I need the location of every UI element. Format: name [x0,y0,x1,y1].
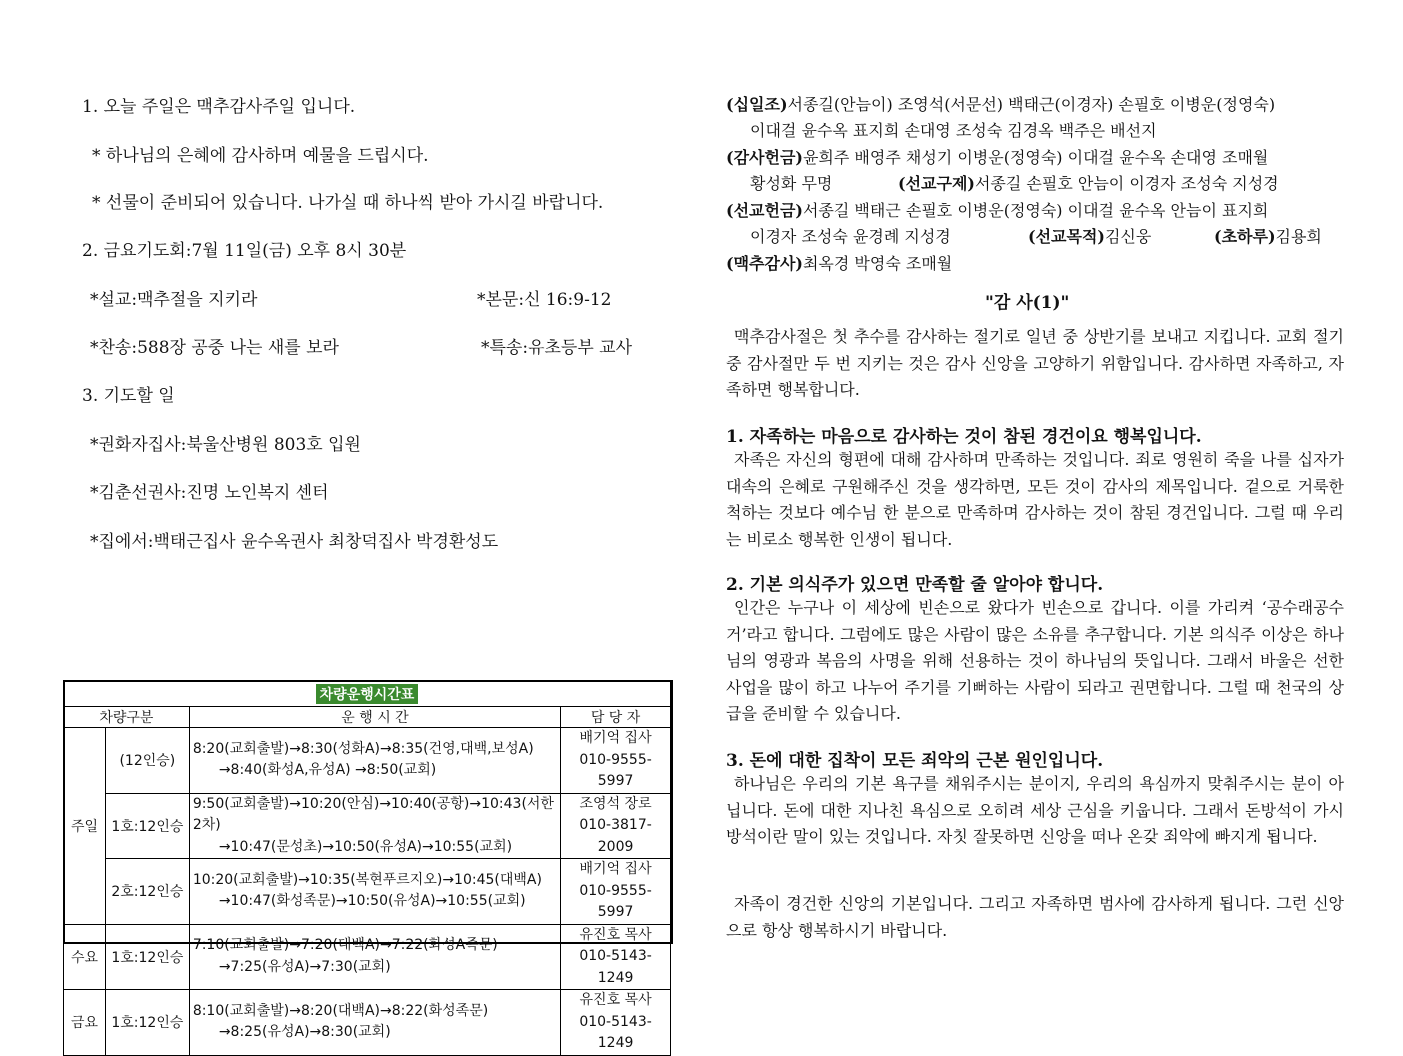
tithe-names-2: 이대걸 윤수옥 표지희 손대영 조성숙 김경옥 백주은 배선지 [750,121,1157,140]
route-line: →8:40(화성A,유성A) →8:50(교회) [218,762,437,779]
sabbath-names: 김용희 [1275,227,1322,246]
header-time: 운 행 시 간 [189,707,560,728]
tithe-label: (십일조) [726,95,788,114]
table-row [64,990,671,1056]
person-name: 배기억 집사 [579,861,652,877]
route-line: 10:20(교회출발)→10:35(복현푸르지오)→10:45(대백A) [192,871,542,888]
relief-label: (선교구제) [898,174,975,193]
person-name: 유진호 목사 [579,926,652,943]
notice-1-offering: * 하나님의 은혜에 감사하며 예물을 드립시다. [92,146,429,166]
special-song: *특송:유초등부 교사 [481,338,633,358]
person-phone: 010-9555-5997 [579,882,652,920]
route-line: →8:25(유성A)→8:30(교회) [218,1024,391,1041]
article-title: "감 사(1)" [985,293,1070,313]
person-phone: 010-5143-1249 [579,1013,652,1051]
vehicle-cell: 1호:12인승 [105,990,189,1056]
prayer-item-1: *권화자집사:북울산병원 803호 입원 [90,435,361,455]
person-phone: 010-5143-1249 [579,948,652,986]
mission-label: (선교헌금) [726,201,803,220]
route-line: 8:10(교회출발)→8:20(대백A)→8:22(화성족문) [192,1002,489,1019]
route-line: →10:47(문성초)→10:50(유성A)→10:55(교회) [218,838,513,855]
table-row [64,728,671,794]
vehicle-cell: 2호:12인승 [105,859,189,925]
sabbath-label: (초하루) [1214,227,1276,246]
header-person: 담 당 자 [561,707,671,728]
person-name: 유진호 목사 [579,992,652,1008]
day-friday: 금요 [64,990,106,1056]
route-line: 7:10(교회출발)→7:20(대백A)→7:22(화성A족문) [192,937,498,954]
notice-2: 2. 금요기도회:7월 11일(금) 오후 8시 30분 [82,241,407,261]
route-line: →10:47(화성족문)→10:50(유성A)→10:55(교회) [218,893,526,910]
thanks-names: 윤희주 배영주 채성기 이병운(정영숙) 이대걸 윤수옥 손대영 조매월 [802,148,1269,167]
target-label: (선교목적) [1028,227,1105,246]
notice-1: 1. 오늘 주일은 맥추감사주일 입니다. [82,97,356,117]
harvest-label: (맥추감사) [726,254,803,273]
route-line: →7:25(유성A)→7:30(교회) [218,958,391,975]
harvest-names: 최옥경 박영숙 조매월 [802,254,953,273]
article-heading-2: 2. 기본 의식주가 있으면 만족할 줄 알아야 합니다. [726,575,1104,595]
table-row [64,859,671,925]
notice-3: 3. 기도할 일 [82,386,175,406]
article-paragraph-2: 인간은 누구나 이 세상에 빈손으로 왔다가 빈손으로 갑니다. 이를 가리켜 ‘공수래공수거’라고 합니다. 그럼에도 많은 사람이 많은 소유를 추구합니다. 기본 의식주 이상은 하나님의 영광과 복음의 사명을 위해 선용하는 것이 하나님의 뜻입니다. 그래서 바울은 선한 사업을 많이 하고 나누어 주기를 기뻐하는 사람이 되라고 권면합니다. 그럴 때 천국의 상급을 준비할 수 있습니다. [726,598,1344,723]
vehicle-cell: 1호:12인승 [105,924,189,990]
route-line: 8:20(교회출발)→8:30(성화A)→8:35(건영,대백,보성A) [192,740,534,757]
prayer-item-2: *김춘선권사:진명 노인복지 센터 [90,483,329,503]
article-intro: 맥추감사절은 첫 추수를 감사하는 절기로 일년 중 상반기를 보내고 지킵니다. 교회 절기 중 감사절만 두 번 지키는 것은 감사 신앙을 고양하기 위함입니다. 감사하면 자족하고, 자족하면 행복합니다. [726,327,1344,399]
article-heading-1: 1. 자족하는 마음으로 감사하는 것이 참된 경건이요 행복입니다. [726,427,1202,447]
day-wednesday: 수요 [64,924,106,990]
relief-names: 서종길 손필호 안늠이 이경자 조성숙 지성경 [974,174,1279,193]
article-paragraph-4: 자족이 경건한 신앙의 기본입니다. 그리고 자족하면 범사에 감사하게 됩니다. 그런 신앙으로 항상 행복하시기 바랍니다. [726,894,1344,940]
schedule-title: 차량운행시간표 [316,684,419,704]
thanks-label: (감사헌금) [726,148,803,167]
person-phone: 010-3817-2009 [579,817,652,855]
thanks-names-2: 황성화 무명 [750,174,833,193]
person-name: 배기억 집사 [579,730,652,746]
tithe-names: 서종길(안늠이) 조영석(서문선) 백태근(이경자) 손필호 이병운(정영숙) [787,95,1276,114]
sermon-title: *설교:맥추절을 지키라 [90,290,258,310]
mission-names-2: 이경자 조성숙 윤경례 지성경 [750,227,951,246]
day-sunday: 주일 [64,728,106,925]
article-paragraph-1: 자족은 자신의 형편에 대해 감사하며 만족하는 것입니다. 죄로 영원히 죽을 나를 십자가 대속의 은혜로 구원해주신 것을 생각하면, 모든 것이 감사의 제목입니다. 겉으로 거룩한 척하는 것보다 예수님 한 분으로 만족하며 감사하는 것이 참된 경건입니다. 그럴 때 우리는 비로소 행복한 인생이 됩니다. [726,450,1344,549]
person-phone: 010-9555-5997 [579,751,652,789]
table-row [64,793,671,859]
hymn: *찬송:588장 공중 나는 새를 보라 [90,338,339,358]
table-row [64,924,671,990]
article-paragraph-3: 하나님은 우리의 기본 욕구를 채워주시는 분이지, 우리의 욕심까지 맞춰주시는 분이 아닙니다. 돈에 대한 지나친 욕심으로 오히려 세상 근심을 키웁니다. 그래서 돈방석이 가시방석이란 말이 있는 것입니다. 자칫 잘못하면 신앙을 떠나 온갖 죄악에 빠지게 됩니다. [726,774,1344,846]
mission-names: 서종길 백태근 손필호 이병운(정영숙) 이대걸 윤수옥 안늠이 표지희 [802,201,1269,220]
route-line: 9:50(교회출발)→10:20(안심)→10:40(공항)→10:43(서한2차) [192,795,554,833]
target-names: 김신웅 [1104,227,1152,246]
vehicle-cell: 1호:12인승 [105,793,189,859]
vehicle-cell: (12인승) [105,728,189,794]
article-heading-3: 3. 돈에 대한 집착이 모든 죄악의 근본 원인입니다. [726,751,1104,771]
vehicle-schedule-table [63,680,671,1056]
scripture-text: *본문:신 16:9-12 [477,290,612,310]
header-vehicle: 차량구분 [64,707,190,728]
person-name: 조영석 장로 [579,795,652,812]
notice-1-gift: * 선물이 준비되어 있습니다. 나가실 때 하나씩 받아 가시길 바랍니다. [92,193,604,213]
prayer-item-3: *집에서:백태근집사 윤수옥권사 최창덕집사 박경환성도 [90,532,499,552]
